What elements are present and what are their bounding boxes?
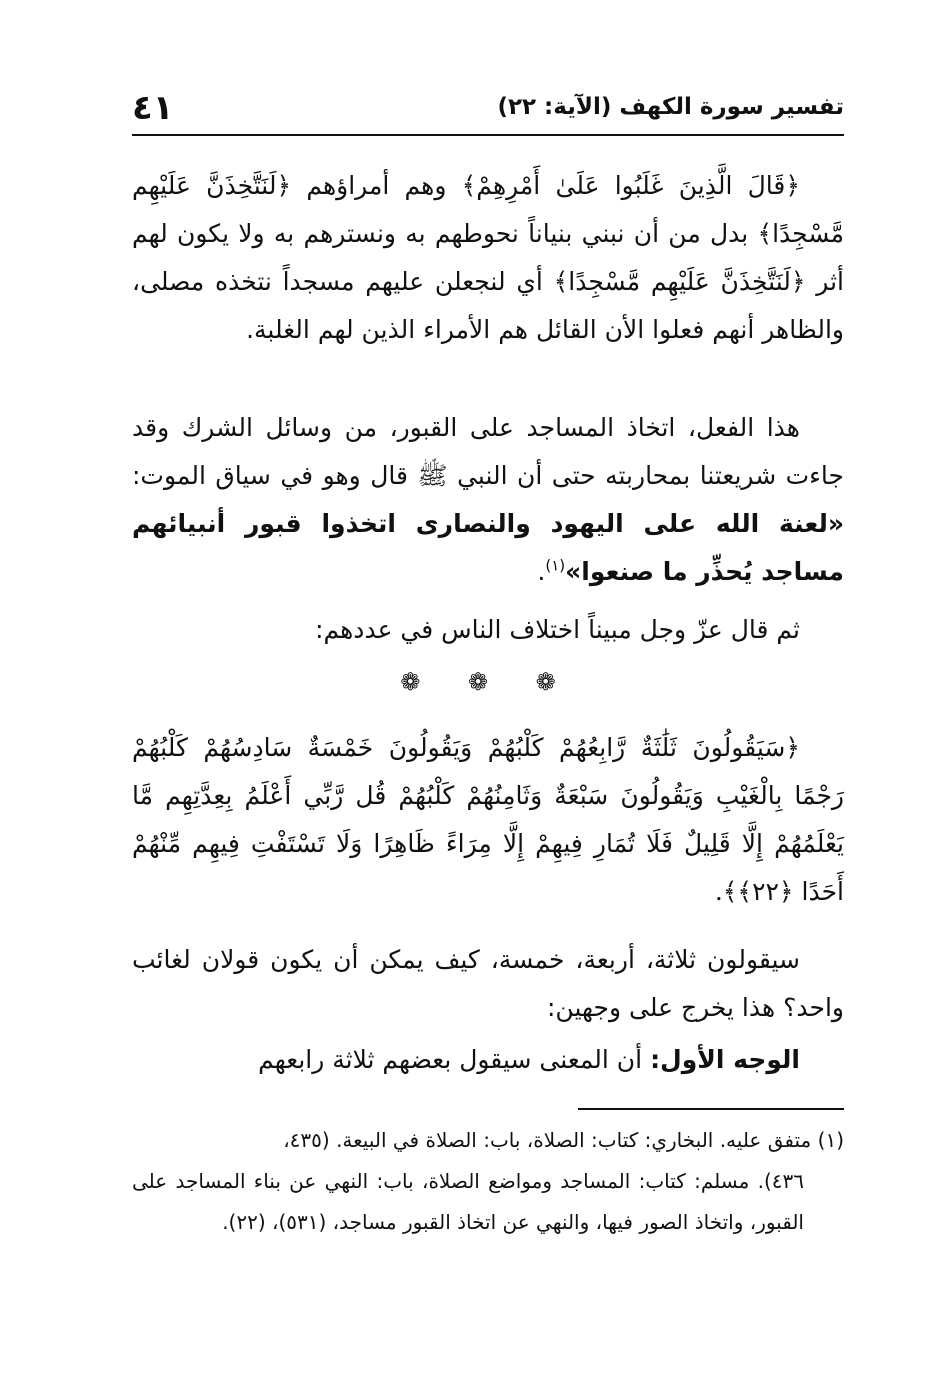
footnote-ref: (١)	[545, 556, 566, 575]
paragraph-3	[132, 606, 844, 654]
quran-quote: ﴿لَنَتَّخِذَنَّ عَلَيْهِم مَّسْجِدًا﴾	[132, 171, 844, 248]
section-separator: ❁ ❁ ❁	[400, 668, 576, 696]
page-number: ٤١	[132, 88, 174, 128]
quran-quote: ﴿قَالَ الَّذِينَ غَلَبُوا عَلَىٰ أَمْرِهِمْ﴾	[461, 171, 800, 200]
paragraph-text: أن المعنى سيقول بعضهم ثلاثة رابعهم	[258, 1045, 651, 1074]
hadith-quote: «لعنة الله على اليهود والنصارى اتخذوا قبور أنبيائهم مساجد يُحذِّر ما صنعوا»	[132, 509, 844, 586]
footnote-rule	[578, 1108, 844, 1110]
footnote-1-line-1: (١) متفق عليه. البخاري: كتاب: الصلاة، باب: الصلاة في البيعة. (٤٣٥،	[283, 1128, 844, 1152]
paragraph-text: أي لنجعلن عليهم مسجداً نتخذه مصلى، والظاهر أنهم فعلوا الأن القائل هم الأمراء الذين لهم الغلبة.	[132, 267, 844, 344]
quran-quote: ﴿لَنَتَّخِذَنَّ عَلَيْهِم مَّسْجِدًا﴾	[553, 267, 806, 296]
verse-end: .	[714, 877, 723, 906]
paragraph-text: وهم أمراؤهم	[291, 171, 462, 200]
paragraph-2	[132, 404, 844, 596]
paragraph-text: ثم قال عزّ وجل مبيناً اختلاف الناس في عددهم:	[315, 615, 800, 644]
verse-block	[132, 724, 844, 916]
paragraph-end: .	[537, 557, 546, 586]
paragraph-text: سيقولون ثلاثة، أربعة، خمسة، كيف يمكن أن يكون قولان لغائب واحد؟ هذا يخرج على وجهين:	[132, 945, 844, 1022]
paragraph-5	[132, 1036, 844, 1084]
footnote-1-line-2: ٤٣٦). مسلم: كتاب: المساجد ومواضع الصلاة، باب: النهي عن بناء المساجد على القبور، واتخاذ الصور فيها، والنهي عن اتخاذ القبور مساجد، (٥٣١)، (٢٢).	[132, 1169, 804, 1234]
page-header	[132, 88, 844, 132]
point-label: الوجه الأول:	[650, 1045, 800, 1074]
header-rule	[132, 134, 844, 136]
footnotes	[132, 1120, 844, 1243]
quran-verse: ﴿سَيَقُولُونَ ثَلَٰثَةٌ رَّابِعُهُمْ كَلْبُهُمْ وَيَقُولُونَ خَمْسَةٌ سَادِسُهُمْ كَلْبُهُمْ رَجْمًا بِالْغَيْبِ وَيَقُولُونَ سَبْعَةٌ وَثَامِنُهُمْ كَلْبُهُمْ قُل رَّبِّي أَعْلَمُ بِعِدَّتِهِم مَّا يَعْلَمُهُمْ إِلَّا قَلِيلٌ فَلَا تُمَارِ فِيهِمْ إِلَّا مِرَاءً ظَاهِرًا وَلَا تَسْتَفْتِ فِيهِم مِّنْهُمْ أَحَدًا ﴿٢٢﴾﴾	[132, 733, 844, 906]
paragraph-1	[132, 162, 844, 354]
paragraph-4	[132, 936, 844, 1032]
paragraph-text: بدل من أن نبني بنياناً نحوطهم به ونسترهم به ولا يكون لهم أثر	[132, 219, 844, 296]
running-title: تفسير سورة الكهف (الآية: ٢٢)	[497, 94, 844, 120]
paragraph-text: هذا الفعل، اتخاذ المساجد على القبور، من وسائل الشرك وقد جاءت شريعتنا بمحاربته حتى أن النبي ﷺ قال وهو في سياق الموت:	[132, 413, 844, 490]
